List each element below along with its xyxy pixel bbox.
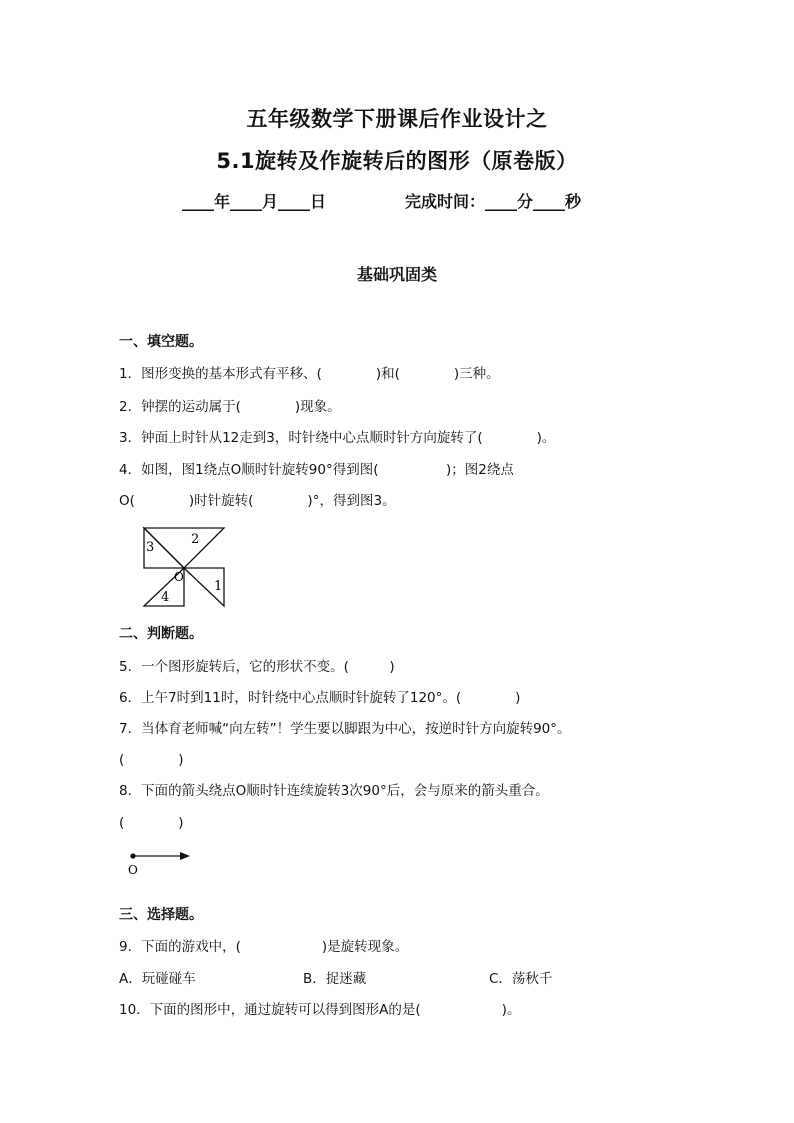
category-heading: 基础巩固类 xyxy=(356,265,437,284)
section-judge-heading: 二、判断题。 xyxy=(119,626,203,642)
question-1: 1．图形变换的基本形式有平移、( )和( )三种。 xyxy=(119,366,500,382)
question-8-line1: 8．下面的箭头绕点O顺时针连续旋转3次90°后，会与原来的箭头重合。 xyxy=(119,783,549,799)
pinwheel-figure xyxy=(130,520,240,612)
question-4-line1: 4．如图，图1绕点O顺时针旋转90°得到图( )；图2绕点 xyxy=(119,462,514,478)
pinwheel-label-3: 3 xyxy=(146,540,155,555)
question-10: 10．下面的图形中，通过旋转可以得到图形A的是( )。 xyxy=(119,1002,521,1018)
question-7-answer: ( ) xyxy=(119,752,184,768)
pinwheel-label-2: 2 xyxy=(191,532,200,547)
completion-time-line: 完成时间：____分____秒 xyxy=(405,192,582,211)
question-4-line2: O( )时针旋转( )°，得到图3。 xyxy=(119,493,396,509)
pinwheel-label-4: 4 xyxy=(161,590,170,605)
question-7-line1: 7．当体育老师喊“向左转”！学生要以脚跟为中心，按逆时针方向旋转90°。 xyxy=(119,721,571,737)
question-9-option-a: A．玩碰碰车 xyxy=(119,971,196,987)
page-title: 五年级数学下册课后作业设计之 xyxy=(246,107,548,131)
question-8-answer: ( ) xyxy=(119,815,184,831)
triangle-2 xyxy=(144,528,224,568)
question-3: 3．钟面上时针从12走到3，时针绕中心点顺时针方向旋转了( )。 xyxy=(119,430,556,446)
section-choice-heading: 三、选择题。 xyxy=(119,907,203,923)
question-9: 9．下面的游戏中，( )是旋转现象。 xyxy=(119,939,409,955)
question-9-option-c: C．荡秋千 xyxy=(489,971,553,987)
date-line: ____年____月____日 xyxy=(182,192,327,211)
question-2: 2．钟摆的运动属于( )现象。 xyxy=(119,399,341,415)
arrow-origin-label: O xyxy=(128,863,138,877)
arrow-figure xyxy=(124,846,196,878)
arrow-head xyxy=(180,852,190,860)
question-6: 6．上午7时到11时，时针绕中心点顺时针旋转了120°。( ) xyxy=(119,690,521,706)
page-subtitle: 5.1旋转及作旋转后的图形（原卷版） xyxy=(216,149,578,173)
question-9-option-b: B．捉迷藏 xyxy=(303,971,367,987)
pinwheel-label-1: 1 xyxy=(214,579,223,594)
section-fill-heading: 一、填空题。 xyxy=(119,334,203,350)
pinwheel-center-label: O xyxy=(174,570,184,584)
question-5: 5．一个图形旋转后，它的形状不变。( ) xyxy=(119,659,395,675)
